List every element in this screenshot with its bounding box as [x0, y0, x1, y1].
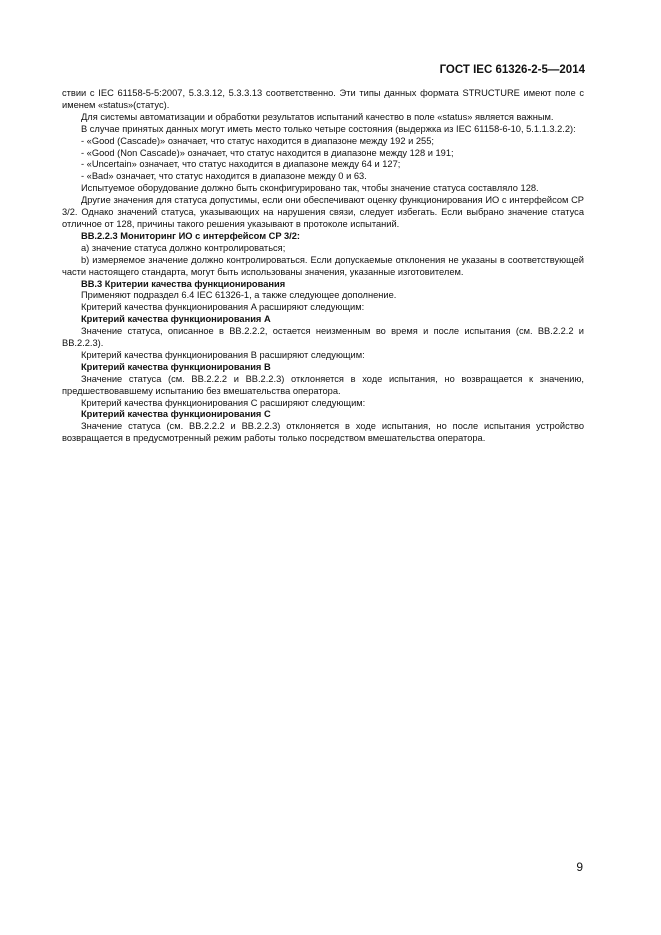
list-item: a) значение статуса должно контролироваться;: [81, 242, 286, 253]
paragraph: Значение статуса (см. BB.2.2.2 и BB.2.2.3) отклоняется в ходе испытания, но после испытания устройство возвращается в предусмотренный режим работы только посредством вмешательства оператора.: [62, 421, 584, 444]
paragraph: Значение статуса (см. BB.2.2.2 и BB.2.2.3) отклоняется в ходе испытания, но возвращается к значению, предшествовавшему испытанию без вмешательства оператора.: [62, 373, 584, 396]
paragraph: Испытуемое оборудование должно быть сконфигурировано так, чтобы значение статуса составляло 128.: [81, 183, 539, 194]
list-item: - «Good (Cascade)» означает, что статус находится в диапазоне между 192 и 255;: [81, 135, 434, 146]
section-heading: BB.2.2.3 Мониторинг ИО с интерфейсом CP 3/2:: [81, 230, 301, 241]
paragraph: Значение статуса, описанное в BB.2.2.2, остается неизменным во время и после испытания (см. BB.2.2.2 и BB.2.2.3).: [62, 326, 584, 349]
list-item: - «Good (Non Cascade)» означает, что статус находится в диапазоне между 128 и 191;: [81, 147, 454, 158]
list-item: b) измеряемое значение должно контролироваться. Если допускаемые отклонения не указаны в соответствующей части настоящего стандарта, могут быть использованы значения, указанные изготовителем.: [62, 254, 584, 277]
list-item: - «Uncertain» означает, что статус находится в диапазоне между 64 и 127;: [81, 159, 401, 170]
criterion-heading: Критерий качества функционирования C: [81, 409, 271, 420]
criterion-heading: Критерий качества функционирования A: [81, 314, 271, 325]
page-body: [62, 88, 584, 445]
paragraph: Критерий качества функционирования A расширяют следующим:: [81, 302, 365, 313]
paragraph: Другие значения для статуса допустимы, если они обеспечивают оценку функционирования ИО с интерфейсом CP 3/2. Однако значений статуса, указывающих на нарушения связи, следует избегать. Если выбрано значение статуса отличное от 128, причины такого решения указывают в протоколе испытаний.: [62, 195, 584, 229]
paragraph: В случае принятых данных могут иметь место только четыре состояния (выдержка из IEC 61158-6-10, 5.1.1.3.2.2):: [81, 123, 576, 134]
document-code-header: ГОСТ IEC 61326-2-5—2014: [439, 64, 585, 76]
paragraph: Для системы автоматизации и обработки результатов испытаний качество в поле «status» является важным.: [81, 111, 554, 122]
page-number: 9: [576, 860, 583, 874]
criterion-heading: Критерий качества функционирования B: [81, 361, 271, 372]
section-heading: BB.3 Критерии качества функционирования: [81, 278, 286, 289]
paragraph: Критерий качества функционирования B расширяют следующим:: [81, 349, 365, 360]
paragraph: Критерий качества функционирования C расширяют следующим:: [81, 397, 366, 408]
paragraph: Применяют подраздел 6.4 IEC 61326-1, а также следующее дополнение.: [81, 290, 397, 301]
paragraph: ствии с IEC 61158-5-5:2007, 5.3.3.12, 5.3.3.13 соответственно. Эти типы данных формата STRUCTURE имеют поле с именем «status»(статус).: [62, 88, 584, 110]
list-item: - «Bad» означает, что статус находится в диапазоне между 0 и 63.: [81, 171, 367, 182]
